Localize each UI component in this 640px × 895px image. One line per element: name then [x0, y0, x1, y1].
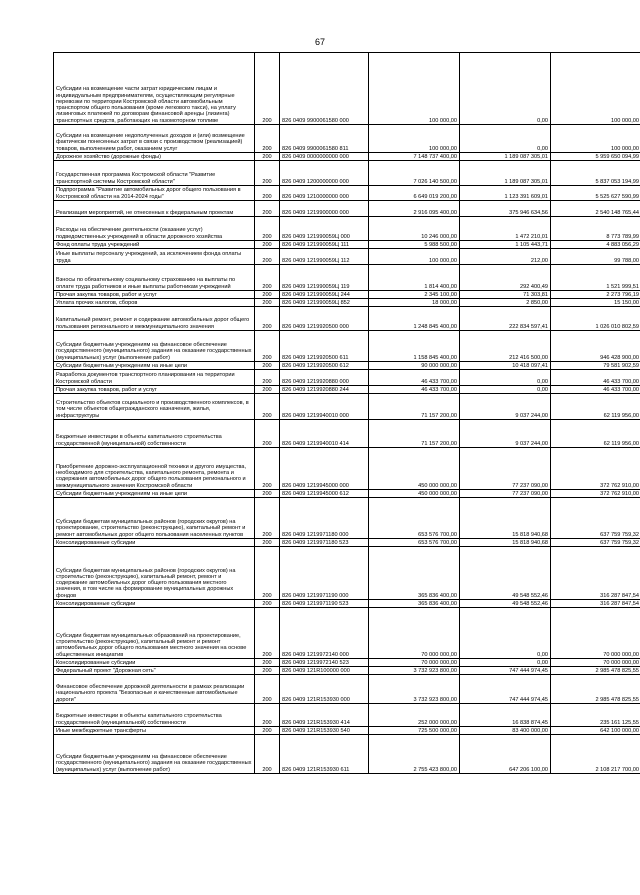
row-approved: 7 026 140 500,00 [369, 161, 460, 186]
row-classification: 826 0409 1219920500 612 [280, 362, 369, 370]
row-classification: 826 0409 0000000000 000 [280, 153, 369, 161]
table-row [54, 659, 640, 667]
row-classification: 826 0409 121R153930 414 [280, 704, 369, 727]
row-executed: 1 189 087 305,01 [460, 153, 551, 161]
row-code: 200 [255, 675, 280, 704]
row-executed: 71 303,81 [460, 291, 551, 299]
row-name: Подпрограмма "Развитие автомобильных дорог общего пользования в Костромской области на 2014-2024 годы" [54, 186, 255, 201]
row-approved: 90 000 000,00 [369, 362, 460, 370]
row-name: Бюджетные инвестиции в объекты капитального строительства государственной (муниципальной) собственности [54, 704, 255, 727]
row-executed: 9 037 244,00 [460, 394, 551, 420]
row-approved: 6 649 019 200,00 [369, 186, 460, 201]
table-row [54, 727, 640, 735]
row-executed: 212,00 [460, 249, 551, 265]
row-classification: 826 0409 9900061580 000 [280, 53, 369, 125]
row-executed: 0,00 [460, 125, 551, 153]
row-executed: 83 400 000,00 [460, 727, 551, 735]
row-classification: 826 0409 1219971180 523 [280, 539, 369, 547]
row-classification: 826 0409 121990059Ц 112 [280, 249, 369, 265]
table-row [54, 307, 640, 331]
row-remaining: 637 759 759,32 [551, 539, 640, 547]
budget-table [53, 52, 640, 774]
row-executed: 77 237 090,00 [460, 490, 551, 498]
row-executed: 747 444 974,45 [460, 667, 551, 675]
row-name: Дорожное хозяйство (дорожные фонды) [54, 153, 255, 161]
row-executed: 292 400,49 [460, 265, 551, 291]
row-remaining: 100 000,00 [551, 53, 640, 125]
row-approved: 725 500 000,00 [369, 727, 460, 735]
table-row [54, 331, 640, 362]
row-remaining: 1 521 999,51 [551, 265, 640, 291]
row-executed: 0,00 [460, 608, 551, 659]
row-name: Субсидии бюджетам муниципальных образований на проектирование, строительство (реконструкцию), капитальный ремонт и ремонт автомобильных дорог общего пользования местного значения на основе общественных инициатив [54, 608, 255, 659]
row-remaining: 2 273 796,19 [551, 291, 640, 299]
table-row [54, 675, 640, 704]
row-name: Субсидии бюджетам муниципальных районов (городских округов) на строительство (реконструкцию), капитальный ремонт, ремонт и содержание автомобильных дорог общего пользования местного значения, в том числе на формирование муниципальных дорожных фондов [54, 547, 255, 600]
row-code: 200 [255, 370, 280, 386]
row-code: 200 [255, 490, 280, 498]
row-code: 200 [255, 498, 280, 539]
row-remaining: 372 762 910,00 [551, 448, 640, 490]
row-remaining: 62 119 956,00 [551, 394, 640, 420]
row-name: Фонд оплаты труда учреждений [54, 241, 255, 249]
table-row [54, 362, 640, 370]
row-name: Прочая закупка товаров, работ и услуг [54, 386, 255, 394]
row-remaining: 316 287 847,54 [551, 600, 640, 608]
row-name: Иные выплаты персоналу учреждений, за исключением фонда оплаты труда [54, 249, 255, 265]
row-classification: 826 0409 1219920500 611 [280, 331, 369, 362]
row-executed: 15 818 940,68 [460, 498, 551, 539]
row-remaining: 5 525 627 590,99 [551, 186, 640, 201]
row-code: 200 [255, 307, 280, 331]
row-executed: 77 237 090,00 [460, 448, 551, 490]
table-row [54, 217, 640, 241]
row-classification: 826 0409 121990059Ц 119 [280, 265, 369, 291]
row-remaining: 642 100 000,00 [551, 727, 640, 735]
row-approved: 71 157 200,00 [369, 420, 460, 448]
row-approved: 653 576 700,00 [369, 539, 460, 547]
row-name: Субсидии бюджетным учреждениям на финансовое обеспечение государственного (муниципального) задания на оказание государственных (муниципальных) услуг (выполнение работ) [54, 735, 255, 774]
table-row [54, 370, 640, 386]
row-classification: 826 0409 1219900000 000 [280, 201, 369, 217]
row-executed: 0,00 [460, 53, 551, 125]
row-approved: 2 345 100,00 [369, 291, 460, 299]
row-classification: 826 0409 1219971180 000 [280, 498, 369, 539]
row-code: 200 [255, 53, 280, 125]
row-remaining: 1 026 010 802,59 [551, 307, 640, 331]
row-classification: 826 0409 1219945000 000 [280, 448, 369, 490]
row-code: 200 [255, 448, 280, 490]
row-approved: 1 814 400,00 [369, 265, 460, 291]
table-row [54, 249, 640, 265]
row-name: Иные межбюджетные трансферты [54, 727, 255, 735]
row-remaining: 316 287 847,54 [551, 547, 640, 600]
row-executed: 49 548 552,46 [460, 547, 551, 600]
row-code: 200 [255, 539, 280, 547]
row-executed: 222 834 597,41 [460, 307, 551, 331]
table-row [54, 125, 640, 153]
row-executed: 1 123 391 609,01 [460, 186, 551, 201]
table-row [54, 201, 640, 217]
table-row [54, 386, 640, 394]
row-approved: 5 988 500,00 [369, 241, 460, 249]
row-code: 200 [255, 735, 280, 774]
row-classification: 826 0409 1219940010 000 [280, 394, 369, 420]
row-approved: 71 157 200,00 [369, 394, 460, 420]
row-code: 200 [255, 299, 280, 307]
row-approved: 2 916 095 400,00 [369, 201, 460, 217]
row-remaining: 79 581 902,59 [551, 362, 640, 370]
row-executed: 49 548 552,46 [460, 600, 551, 608]
table-row [54, 394, 640, 420]
row-executed: 16 838 874,45 [460, 704, 551, 727]
row-approved: 1 248 845 400,00 [369, 307, 460, 331]
table-row [54, 420, 640, 448]
row-approved: 252 000 000,00 [369, 704, 460, 727]
row-remaining: 2 108 217 700,00 [551, 735, 640, 774]
page-number: 67 [314, 37, 325, 47]
row-classification: 826 0409 1219920880 244 [280, 386, 369, 394]
row-classification: 826 0409 1219920500 000 [280, 307, 369, 331]
row-code: 200 [255, 600, 280, 608]
row-remaining: 2 985 478 825,55 [551, 675, 640, 704]
row-classification: 826 0409 121990059Ц 111 [280, 241, 369, 249]
row-remaining: 46 433 700,00 [551, 370, 640, 386]
row-classification: 826 0409 121990059Ц 000 [280, 217, 369, 241]
row-code: 200 [255, 153, 280, 161]
table-row [54, 299, 640, 307]
row-name: Прочая закупка товаров, работ и услуг [54, 291, 255, 299]
row-name: Субсидии бюджетным учреждениям на иные цели [54, 490, 255, 498]
table-row [54, 265, 640, 291]
table-row [54, 498, 640, 539]
row-remaining: 62 119 956,00 [551, 420, 640, 448]
row-executed: 1 189 087 305,01 [460, 161, 551, 186]
row-classification: 826 0409 121R153930 540 [280, 727, 369, 735]
row-executed: 212 416 500,00 [460, 331, 551, 362]
row-classification: 826 0409 1200000000 000 [280, 161, 369, 186]
row-approved: 100 000,00 [369, 249, 460, 265]
table-row [54, 448, 640, 490]
row-approved: 7 148 737 400,00 [369, 153, 460, 161]
row-remaining: 4 883 056,29 [551, 241, 640, 249]
table-row [54, 161, 640, 186]
row-remaining: 8 773 789,99 [551, 217, 640, 241]
row-executed: 647 206 100,00 [460, 735, 551, 774]
row-remaining: 46 433 700,00 [551, 386, 640, 394]
table-row [54, 539, 640, 547]
table-row [54, 241, 640, 249]
row-code: 200 [255, 125, 280, 153]
row-classification: 826 0409 121R153930 000 [280, 675, 369, 704]
table-row [54, 600, 640, 608]
row-name: Субсидии на возмещение части затрат юридическим лицам и индивидуальным предпринимателям, осуществляющим регулярные перевозки по территории Костромской области автомобильным транспортом общего пользования (кроме легкового такси), на уплату лизинговых платежей по договорам финансовой аренды (лизинга) транспортных средств, работающих на газомоторном топливе [54, 53, 255, 125]
row-remaining: 99 788,00 [551, 249, 640, 265]
row-approved: 653 576 700,00 [369, 498, 460, 539]
row-name: Консолидированные субсидии [54, 539, 255, 547]
row-name: Финансовое обеспечение дорожной деятельности в рамках реализации национального проекта "Безопасные и качественные автомобильные дороги" [54, 675, 255, 704]
row-approved: 70 000 000,00 [369, 659, 460, 667]
row-code: 200 [255, 161, 280, 186]
table-row [54, 704, 640, 727]
row-executed: 0,00 [460, 659, 551, 667]
row-executed: 15 818 940,68 [460, 539, 551, 547]
row-name: Бюджетные инвестиции в объекты капитального строительства государственной (муниципальной) собственности [54, 420, 255, 448]
row-code: 200 [255, 386, 280, 394]
row-remaining: 946 428 900,00 [551, 331, 640, 362]
table-row [54, 186, 640, 201]
row-code: 200 [255, 217, 280, 241]
row-code: 200 [255, 265, 280, 291]
row-name: Федеральный проект "Дорожная сеть" [54, 667, 255, 675]
row-approved: 100 000,00 [369, 125, 460, 153]
table-row [54, 735, 640, 774]
row-executed: 747 444 974,45 [460, 675, 551, 704]
row-code: 200 [255, 291, 280, 299]
row-executed: 1 472 210,01 [460, 217, 551, 241]
row-remaining: 5 959 650 094,99 [551, 153, 640, 161]
row-classification: 826 0409 1219920880 000 [280, 370, 369, 386]
row-classification: 826 0409 1219972140 523 [280, 659, 369, 667]
row-code: 200 [255, 667, 280, 675]
row-code: 200 [255, 704, 280, 727]
row-name: Уплата прочих налогов, сборов [54, 299, 255, 307]
row-remaining: 637 759 759,32 [551, 498, 640, 539]
row-approved: 365 836 400,00 [369, 547, 460, 600]
table-row [54, 667, 640, 675]
row-name: Государственная программа Костромской области "Развитие транспортной системы Костромской области" [54, 161, 255, 186]
row-name: Консолидированные субсидии [54, 600, 255, 608]
row-approved: 70 000 000,00 [369, 608, 460, 659]
table-row [54, 547, 640, 600]
row-name: Приобретение дорожно-эксплуатационной техники и другого имущества, необходимого для строительства, капитального ремонта, ремонта и содержания автомобильных дорог общего пользования регионального и межмуниципального значения Костромской области [54, 448, 255, 490]
table-row [54, 490, 640, 498]
row-name: Разработка документов транспортного планирования на территории Костромской области [54, 370, 255, 386]
row-code: 200 [255, 420, 280, 448]
row-approved: 100 000,00 [369, 53, 460, 125]
row-name: Реализация мероприятий, не отнесенных к федеральным проектам [54, 201, 255, 217]
budget-table-body [54, 53, 640, 774]
row-remaining: 235 161 125,55 [551, 704, 640, 727]
row-remaining: 100 000,00 [551, 125, 640, 153]
row-executed: 9 037 244,00 [460, 420, 551, 448]
row-classification: 826 0409 1210000000 000 [280, 186, 369, 201]
row-approved: 3 732 923 800,00 [369, 675, 460, 704]
row-classification: 826 0409 1219971190 523 [280, 600, 369, 608]
row-classification: 826 0409 1219945000 612 [280, 490, 369, 498]
row-classification: 826 0409 9900061580 811 [280, 125, 369, 153]
row-name: Расходы на обеспечение деятельности (оказание услуг) подведомственных учреждений в области дорожного хозяйства [54, 217, 255, 241]
row-name: Капитальный ремонт, ремонт и содержание автомобильных дорог общего пользования регионального и межмуниципального значения [54, 307, 255, 331]
table-row [54, 608, 640, 659]
row-executed: 10 418 097,41 [460, 362, 551, 370]
row-classification: 826 0409 121R100000 000 [280, 667, 369, 675]
row-approved: 365 836 400,00 [369, 600, 460, 608]
row-code: 200 [255, 241, 280, 249]
row-remaining: 70 000 000,00 [551, 608, 640, 659]
row-name: Взносы по обязательному социальному страхованию на выплаты по оплате труда работников и иные выплаты работникам учреждений [54, 265, 255, 291]
table-row [54, 291, 640, 299]
table-row [54, 53, 640, 125]
row-code: 200 [255, 331, 280, 362]
table-row [54, 153, 640, 161]
row-classification: 826 0409 121R153930 611 [280, 735, 369, 774]
row-remaining: 2 540 148 765,44 [551, 201, 640, 217]
row-executed: 2 850,00 [460, 299, 551, 307]
row-remaining: 2 985 478 825,55 [551, 667, 640, 675]
row-code: 200 [255, 547, 280, 600]
row-approved: 450 000 000,00 [369, 448, 460, 490]
row-name: Субсидии на возмещение недополученных доходов и (или) возмещение фактически понесенных затрат в связи с производством (реализацией) товаров, выполнением работ, оказанием услуг [54, 125, 255, 153]
row-executed: 0,00 [460, 386, 551, 394]
row-approved: 3 732 923 800,00 [369, 667, 460, 675]
row-code: 200 [255, 608, 280, 659]
row-code: 200 [255, 249, 280, 265]
row-executed: 1 105 443,71 [460, 241, 551, 249]
row-approved: 1 158 845 400,00 [369, 331, 460, 362]
row-remaining: 372 762 910,00 [551, 490, 640, 498]
row-remaining: 15 150,00 [551, 299, 640, 307]
row-executed: 375 946 634,56 [460, 201, 551, 217]
row-code: 200 [255, 659, 280, 667]
row-code: 200 [255, 727, 280, 735]
row-classification: 826 0409 1219940010 414 [280, 420, 369, 448]
row-name: Субсидии бюджетным учреждениям на финансовое обеспечение государственного (муниципального) задания на оказание государственных (муниципальных) услуг (выполнение работ) [54, 331, 255, 362]
row-approved: 450 000 000,00 [369, 490, 460, 498]
row-remaining: 70 000 000,00 [551, 659, 640, 667]
row-code: 200 [255, 394, 280, 420]
row-approved: 2 755 423 800,00 [369, 735, 460, 774]
row-classification: 826 0409 121990059Ц 244 [280, 291, 369, 299]
row-name: Консолидированные субсидии [54, 659, 255, 667]
row-classification: 826 0409 1219971190 000 [280, 547, 369, 600]
row-approved: 46 433 700,00 [369, 370, 460, 386]
row-code: 200 [255, 201, 280, 217]
row-executed: 0,00 [460, 370, 551, 386]
row-name: Субсидии бюджетам муниципальных районов (городских округов) на проектирование, строительство (реконструкцию), капитальный ремонт и ремонт автомобильных дорог общего пользования населенных пунктов [54, 498, 255, 539]
row-classification: 826 0409 1219972140 000 [280, 608, 369, 659]
row-name: Строительство объектов социального и производственного комплексов, в том числе объектов общегражданского назначения, жилья, инфраструктуры [54, 394, 255, 420]
row-approved: 46 433 700,00 [369, 386, 460, 394]
row-approved: 10 246 000,00 [369, 217, 460, 241]
row-classification: 826 0409 121990059Ц 852 [280, 299, 369, 307]
row-code: 200 [255, 362, 280, 370]
row-code: 200 [255, 186, 280, 201]
row-approved: 18 000,00 [369, 299, 460, 307]
row-remaining: 5 837 053 194,99 [551, 161, 640, 186]
row-name: Субсидии бюджетным учреждениям на иные цели [54, 362, 255, 370]
